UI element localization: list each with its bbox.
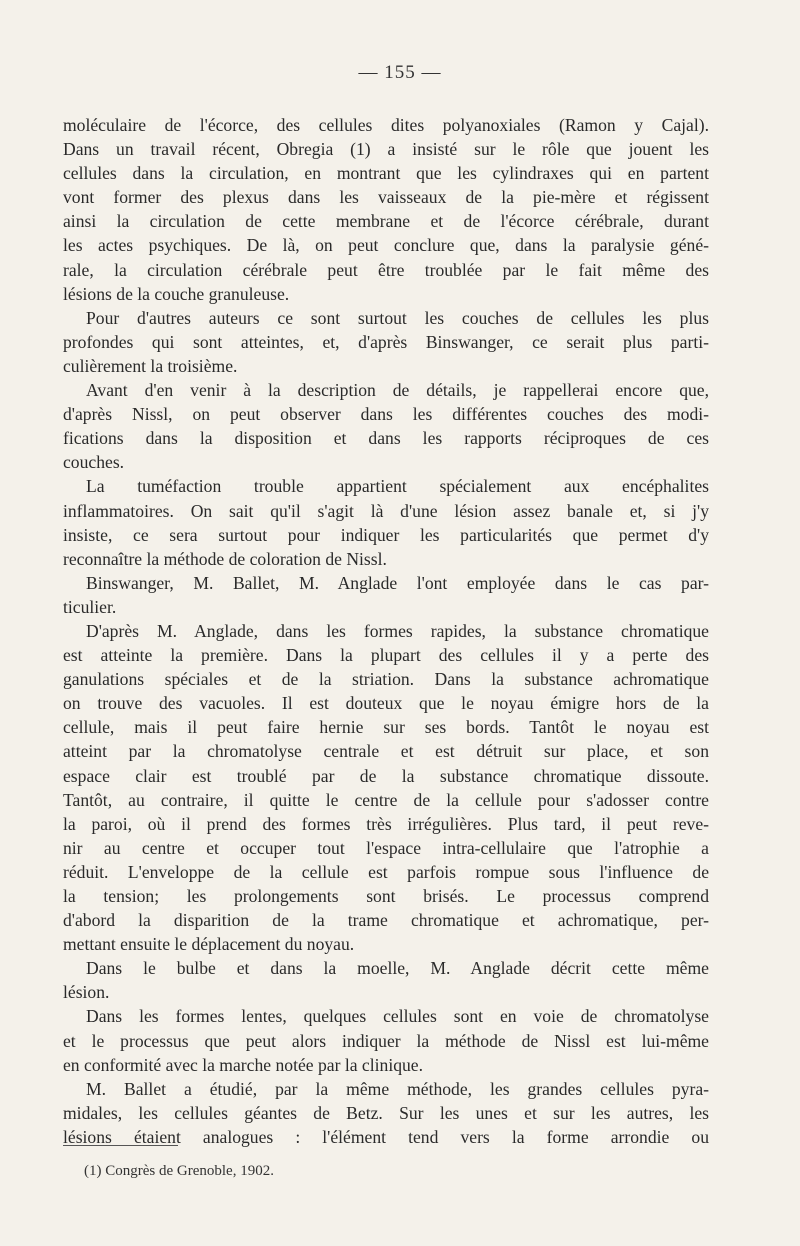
text-line: La tuméfaction trouble appartient spécialement aux encéphalites xyxy=(86,476,709,497)
text-line: lésions de la couche granuleuse. xyxy=(63,283,290,304)
text-line: Dans les formes lentes, quelques cellules sont en voie de chromatolyse xyxy=(86,1006,709,1027)
text-line: profondes qui sont atteintes, et, d'après Binswanger, ce serait plus parti- xyxy=(63,331,709,352)
text-line: Pour d'autres auteurs ce sont surtout les couches de cellules les plus xyxy=(86,307,709,328)
text-line: Binswanger, M. Ballet, M. Anglade l'ont employée dans le cas par- xyxy=(86,572,709,593)
text-line: est atteinte la première. Dans la plupart des cellules il y a perte des xyxy=(63,645,709,666)
text-line: on trouve des vacuoles. Il est douteux que le noyau émigre hors de la xyxy=(63,693,709,714)
text-line: lésions étaient analogues : l'élément tend vers la forme arrondie ou xyxy=(63,1126,709,1147)
page-number: — 155 — xyxy=(358,62,442,83)
text-line: cellule, mais il peut faire hernie sur ses bords. Tantôt le noyau est xyxy=(63,717,709,738)
text-line: D'après M. Anglade, dans les formes rapides, la substance chromatique xyxy=(86,620,709,641)
text-line: ainsi la circulation de cette membrane et de l'écorce cérébrale, durant xyxy=(63,211,709,232)
text-line: nir au centre et occuper tout l'espace intra-cellulaire que l'atrophie a xyxy=(63,837,709,858)
text-line: en conformité avec la marche notée par la clinique. xyxy=(63,1054,424,1075)
text-line: moléculaire de l'écorce, des cellules dites polyanoxiales (Ramon y Cajal). xyxy=(63,115,709,135)
text-line: la tension; les prolongements sont brisés. Le processus comprend xyxy=(63,886,709,906)
text-line: midales, les cellules géantes de Betz. Sur les unes et sur les autres, les xyxy=(63,1102,709,1123)
footnote: (1) Congrès de Grenoble, 1902. xyxy=(84,1163,274,1179)
text-line: et le processus que peut alors indiquer la méthode de Nissl est lui-même xyxy=(63,1030,709,1051)
text-line: ganulations spéciales et de la striation. Dans la substance achromatique xyxy=(63,669,709,690)
text-line: Dans le bulbe et dans la moelle, M. Anglade décrit cette même xyxy=(86,958,709,979)
text-line: cellules dans la circulation, en montrant que les cylindraxes qui en partent xyxy=(63,163,709,184)
text-line: fications dans la disposition et dans les rapports réciproques de ces xyxy=(63,428,709,449)
body-text xyxy=(63,113,709,1149)
text-line: Dans un travail récent, Obregia (1) a insisté sur le rôle que jouent les xyxy=(63,139,709,160)
text-line: couches. xyxy=(63,452,125,473)
text-line: d'abord la disparition de la trame chromatique et achromatique, per- xyxy=(63,910,709,931)
text-line: ticulier. xyxy=(63,596,117,617)
text-line: mettant ensuite le déplacement du noyau. xyxy=(63,934,355,955)
text-line: Avant d'en venir à la description de détails, je rappellerai encore que, xyxy=(86,380,709,401)
text-line: la paroi, où il prend des formes très irrégulières. Plus tard, il peut reve- xyxy=(63,813,709,834)
text-line: culièrement la troisième. xyxy=(63,355,238,376)
text-line: d'après Nissl, on peut observer dans les différentes couches des modi- xyxy=(63,404,709,425)
text-line: lésion. xyxy=(63,982,110,1003)
footnote-divider xyxy=(63,1145,178,1146)
text-line: vont former des plexus dans les vaisseaux de la pie-mère et régissent xyxy=(63,187,709,208)
text-line: rale, la circulation cérébrale peut être troublée par le fait même des xyxy=(63,259,709,280)
text-line: atteint par la chromatolyse centrale et est détruit sur place, et son xyxy=(63,741,709,762)
text-line: réduit. L'enveloppe de la cellule est parfois rompue sous l'influence de xyxy=(63,861,709,882)
text-line: reconnaître la méthode de coloration de Nissl. xyxy=(63,548,387,569)
text-line: insiste, ce sera surtout pour indiquer les particularités que permet d'y xyxy=(63,524,709,545)
text-line: inflammatoires. On sait qu'il s'agit là d'une lésion assez banale et, si j'y xyxy=(63,500,709,521)
text-line: les actes psychiques. De là, on peut conclure que, dans la paralysie géné- xyxy=(63,235,709,256)
text-line: espace clair est troublé par de la substance chromatique dissoute. xyxy=(63,765,709,786)
text-line: Tantôt, au contraire, il quitte le centre de la cellule pour s'adosser contre xyxy=(63,789,709,810)
text-line: M. Ballet a étudié, par la même méthode, les grandes cellules pyra- xyxy=(86,1078,709,1099)
